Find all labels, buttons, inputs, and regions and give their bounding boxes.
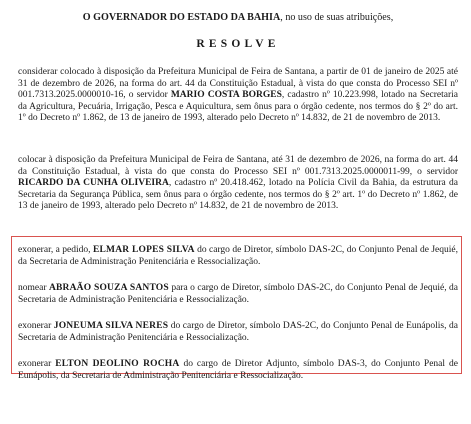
paragraph-text: do cargo de Diretor Adjunto, símbolo DAS-3, do Conjunto Penal de Eunápolis, da Secretaria de Administração Penitenciária e Ressocialização. [18, 359, 458, 381]
paragraph-text: considerar colocado à disposição da Prefeitura Municipal de Feira de Santana, a partir de 01 de janeiro de 2025 até 31 de dezembro de 2026, na forma do art. 44 da Constituição Estadual, à vista do que consta do Processo SEI nº 001.7313.2025.0000010-16, o servidor [18, 67, 458, 101]
paragraph-ricardo [18, 155, 458, 213]
paragraph-abraao [18, 283, 458, 306]
paragraph-mario [18, 67, 458, 125]
paragraph-text: exonerar [18, 359, 56, 369]
person-name: ELTON DEOLINO ROCHA [55, 359, 180, 369]
paragraph-text: para o cargo de Diretor, símbolo DAS-2C, do Conjunto Penal de Jequié, da Secretaria de Administração Penitenciária e Ressocialização. [18, 283, 458, 305]
intro-rest: , no uso de suas atribuições, [280, 12, 394, 23]
paragraph-text: , cadastro nº 20.418.462, lotado na Polícia Civil da Bahia, da estrutura da Secretaria da Segurança Pública, sem ônus para o órgão cedente, nos termos do § 2º art. 1º do Decreto nº 1.862, de 13 de janeiro de 1993, alterado pelo Decreto nº 14.832, de 21 de novembro de 2013. [18, 178, 458, 212]
paragraph-text: exonerar [18, 321, 54, 331]
person-name: RICARDO DA CUNHA OLIVEIRA [18, 178, 169, 189]
paragraph-text: colocar à disposição da Prefeitura Municipal de Feira de Santana, até 31 de dezembro de 2026, na forma do art. 44 da Constituição Estadual, à vista do que consta do Processo SEI nº 001.7313.2025.0000011-99, o servidor [18, 155, 458, 177]
paragraph-text: do cargo de Diretor, símbolo DAS-2C, do Conjunto Penal de Jequié, da Secretaria de Administração Penitenciária e Ressocialização. [18, 245, 458, 267]
paragraph-text: do cargo de Diretor, símbolo DAS-2C, do Conjunto Penal de Eunápolis, da Secretaria de Administração Penitenciária e Ressocialização. [18, 321, 458, 343]
paragraph-elton [18, 359, 458, 382]
paragraph-text: exonerar, a pedido, [18, 245, 93, 255]
governor-title: O GOVERNADOR DO ESTADO DA BAHIA [82, 12, 281, 23]
intro-line [18, 11, 458, 25]
person-name: ABRAÃO SOUZA SANTOS [48, 283, 169, 293]
paragraph-elmar [18, 245, 458, 268]
paragraph-joneuma [18, 321, 458, 344]
paragraph-text: , cadastro nº 10.223.998, lotado na Secretaria da Agricultura, Pecuária, Irrigação, Pesca e Aquicultura, sem ônus para o órgão cedente, nos termos do § 2º do art. 1º do Decreto nº 1.862, de 13 de janeiro de 1993, alterado pelo Decreto nº 14.832, de 21 de novembro de 2013. [18, 90, 459, 124]
paragraph-text: nomear [18, 283, 49, 293]
person-name: MARIO COSTA BORGES [170, 90, 282, 101]
person-name: JONEUMA SILVA NERES [53, 321, 169, 331]
person-name: ELMAR LOPES SILVA [92, 245, 195, 255]
resolve-heading: RESOLVE [196, 38, 280, 50]
